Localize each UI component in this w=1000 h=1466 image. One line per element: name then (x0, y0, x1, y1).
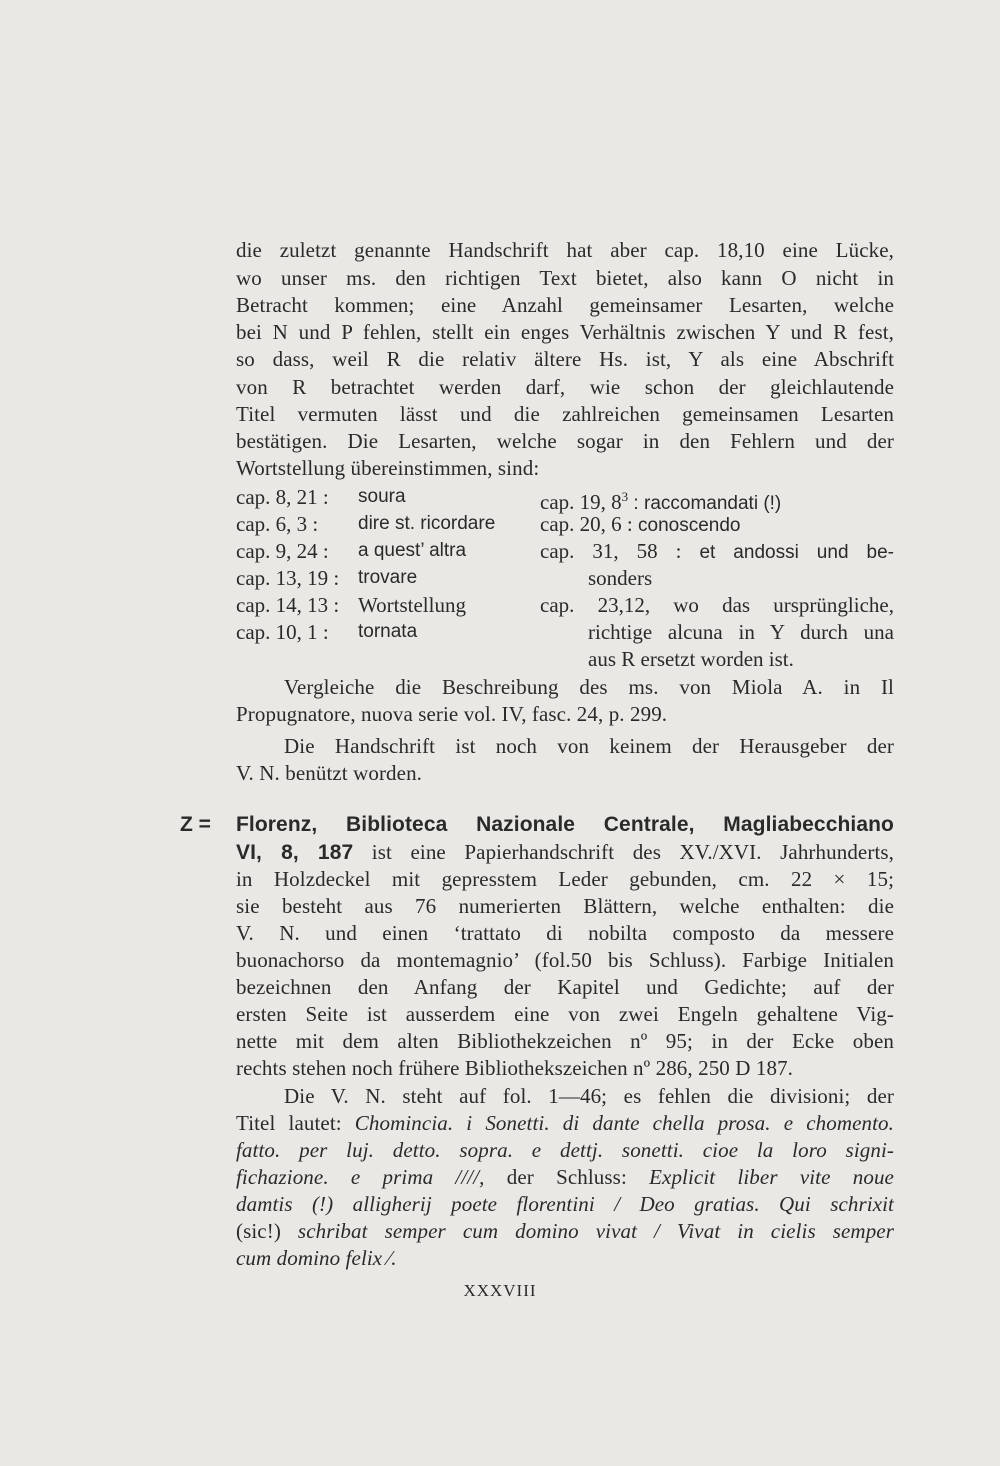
text-line: Titel vermuten lässt und die zahlreichen gemeinsamen Lesarten (236, 402, 894, 426)
text-line: bestätigen. Die Lesarten, welche sogar in den Fehlern und der (236, 429, 894, 453)
cap-reading: et andossi und be- (681, 542, 894, 563)
text-span: ist eine Papierhandschrift des XV./XVI. Jahrhunderts, (353, 840, 894, 864)
cap-ref: cap. 23,12, (540, 593, 651, 617)
text-line (236, 1164, 894, 1190)
text-line: Die V. N. steht auf fol. 1—46; es fehlen die divisioni; der (284, 1084, 894, 1108)
cap-sup: 3 (621, 489, 629, 504)
quoted-explicit: schrіbat semper cum domino vivat / Vivat in cielis semper (297, 1219, 894, 1243)
quoted-title: Chomincia. i Sonetti. di dante chella prosa. e chomento. (354, 1111, 895, 1135)
manuscript-shelfmark: VI, 8, 187 (236, 841, 354, 864)
text-line (236, 839, 894, 865)
text-line: Betracht kommen; eine Anzahl gemeinsamer Lesarten, welche (236, 293, 894, 317)
text-line: sie besteht aus 76 numerierten Blättern, welche enthalten: die (236, 894, 894, 918)
quoted-explicit: damtis (!) alligherij poete florentini / Deo gratias. Qui schrixit (236, 1192, 894, 1216)
cap-reading: wo das ursprüngliche, (650, 593, 894, 617)
cap-reading-cont: aus R ersetzt worden ist. (588, 647, 794, 671)
cap-ref: cap. 13, 19 : (236, 566, 340, 590)
text-line: bei N und P fehlen, stellt ein enges Verhältnis zwischen Y und R fest, (236, 320, 894, 344)
cap-reading: trovare (358, 567, 418, 588)
quoted-explicit: cum domino felix ⁄. (236, 1246, 397, 1270)
text-line: V. N. benützt worden. (236, 761, 423, 785)
text-line (236, 1110, 894, 1136)
cap-entry (540, 484, 782, 514)
text-line: bezeichnen den Anfang der Kapitel und Gedichte; auf der (236, 975, 894, 999)
cap-entry (540, 538, 894, 564)
text-line (236, 1218, 894, 1244)
text-span: Titel lautet: (236, 1111, 355, 1135)
page-number: XXXVIII (463, 1281, 537, 1300)
text-line: so dass, weil R die relativ ältere Hs. ist, Y als eine Abschrift (236, 347, 894, 371)
text-line: wo unser ms. den richtigen Text bietet, also kann O nicht in (236, 266, 894, 290)
cap-reading-cont: richtige alcuna in Y durch una (588, 620, 894, 644)
text-line: von R betrachtet werden darf, wie schon der gleichlautende (236, 375, 894, 399)
manuscript-siglum: Z = (180, 813, 211, 836)
text-line: V. N. und einen ‘trattato di nobilta composto da messere (236, 921, 894, 945)
text-line: nette mit dem alten Bibliothekzeichen nº 95; in der Ecke oben (236, 1029, 894, 1053)
cap-reading: conoscendo (632, 515, 741, 536)
cap-ref: cap. 10, 1 : (236, 620, 329, 644)
text-line: Wortstellung übereinstimmen, sind: (236, 456, 540, 480)
cap-reading: : raccomandati (!) (628, 493, 782, 514)
quoted-title: fichazione. e prima ////, (236, 1165, 485, 1189)
cap-ref: cap. 19, 8 (540, 490, 622, 514)
manuscript-heading: Florenz, Biblioteca Nazionale Centrale, Magliabecchiano (236, 813, 894, 836)
cap-ref: cap. 6, 3 : (236, 512, 319, 536)
cap-reading: dire st. ricordare (358, 513, 496, 534)
cap-ref: cap. 20, 6 : (540, 512, 633, 536)
text-line: buonachorso da montemagnio’ (fol.50 bis Schluss). Farbige Initialen (236, 948, 894, 972)
cap-reading: a quest’ altra (358, 540, 467, 561)
quoted-title: fatto. per luj. detto. sopra. e dettj. sonetti. cioe la loro signi- (236, 1138, 894, 1162)
text-line: die zuletzt genannte Handschrift hat aber cap. 18,10 eine Lücke, (236, 238, 894, 262)
text-line: in Holzdeckel mit gepresstem Leder gebunden, cm. 22 × 15; (236, 867, 894, 891)
cap-entry (540, 592, 894, 618)
cap-ref: cap. 8, 21 : (236, 485, 329, 509)
text-span: der Schluss: (484, 1165, 650, 1189)
cap-ref: cap. 31, 58 : (540, 539, 682, 563)
text-line: Vergleiche die Beschreibung des ms. von Miola A. in Il (284, 675, 894, 699)
cap-reading: tornata (358, 621, 418, 642)
cap-ref: cap. 14, 13 : (236, 593, 340, 617)
cap-reading: Wortstellung (358, 593, 466, 617)
text-span: (sic!) (236, 1219, 298, 1243)
text-line: Propugnatore, nuova serie vol. IV, fasc. 24, p. 299. (236, 702, 668, 726)
quoted-explicit: Explicit liber vite noue (649, 1165, 894, 1189)
cap-ref: cap. 9, 24 : (236, 539, 329, 563)
text-line: Die Handschrift ist noch von keinem der Herausgeber der (284, 734, 894, 758)
cap-entry (540, 511, 740, 537)
cap-reading: soura (358, 486, 406, 507)
cap-reading-cont: sonders (588, 566, 653, 590)
text-line: ersten Seite ist ausserdem eine von zwei Engeln gehaltene Vig- (236, 1002, 894, 1026)
text-line: rechts stehen noch frühere Bibliothekszeichen nº 286, 250 D 187. (236, 1056, 794, 1080)
